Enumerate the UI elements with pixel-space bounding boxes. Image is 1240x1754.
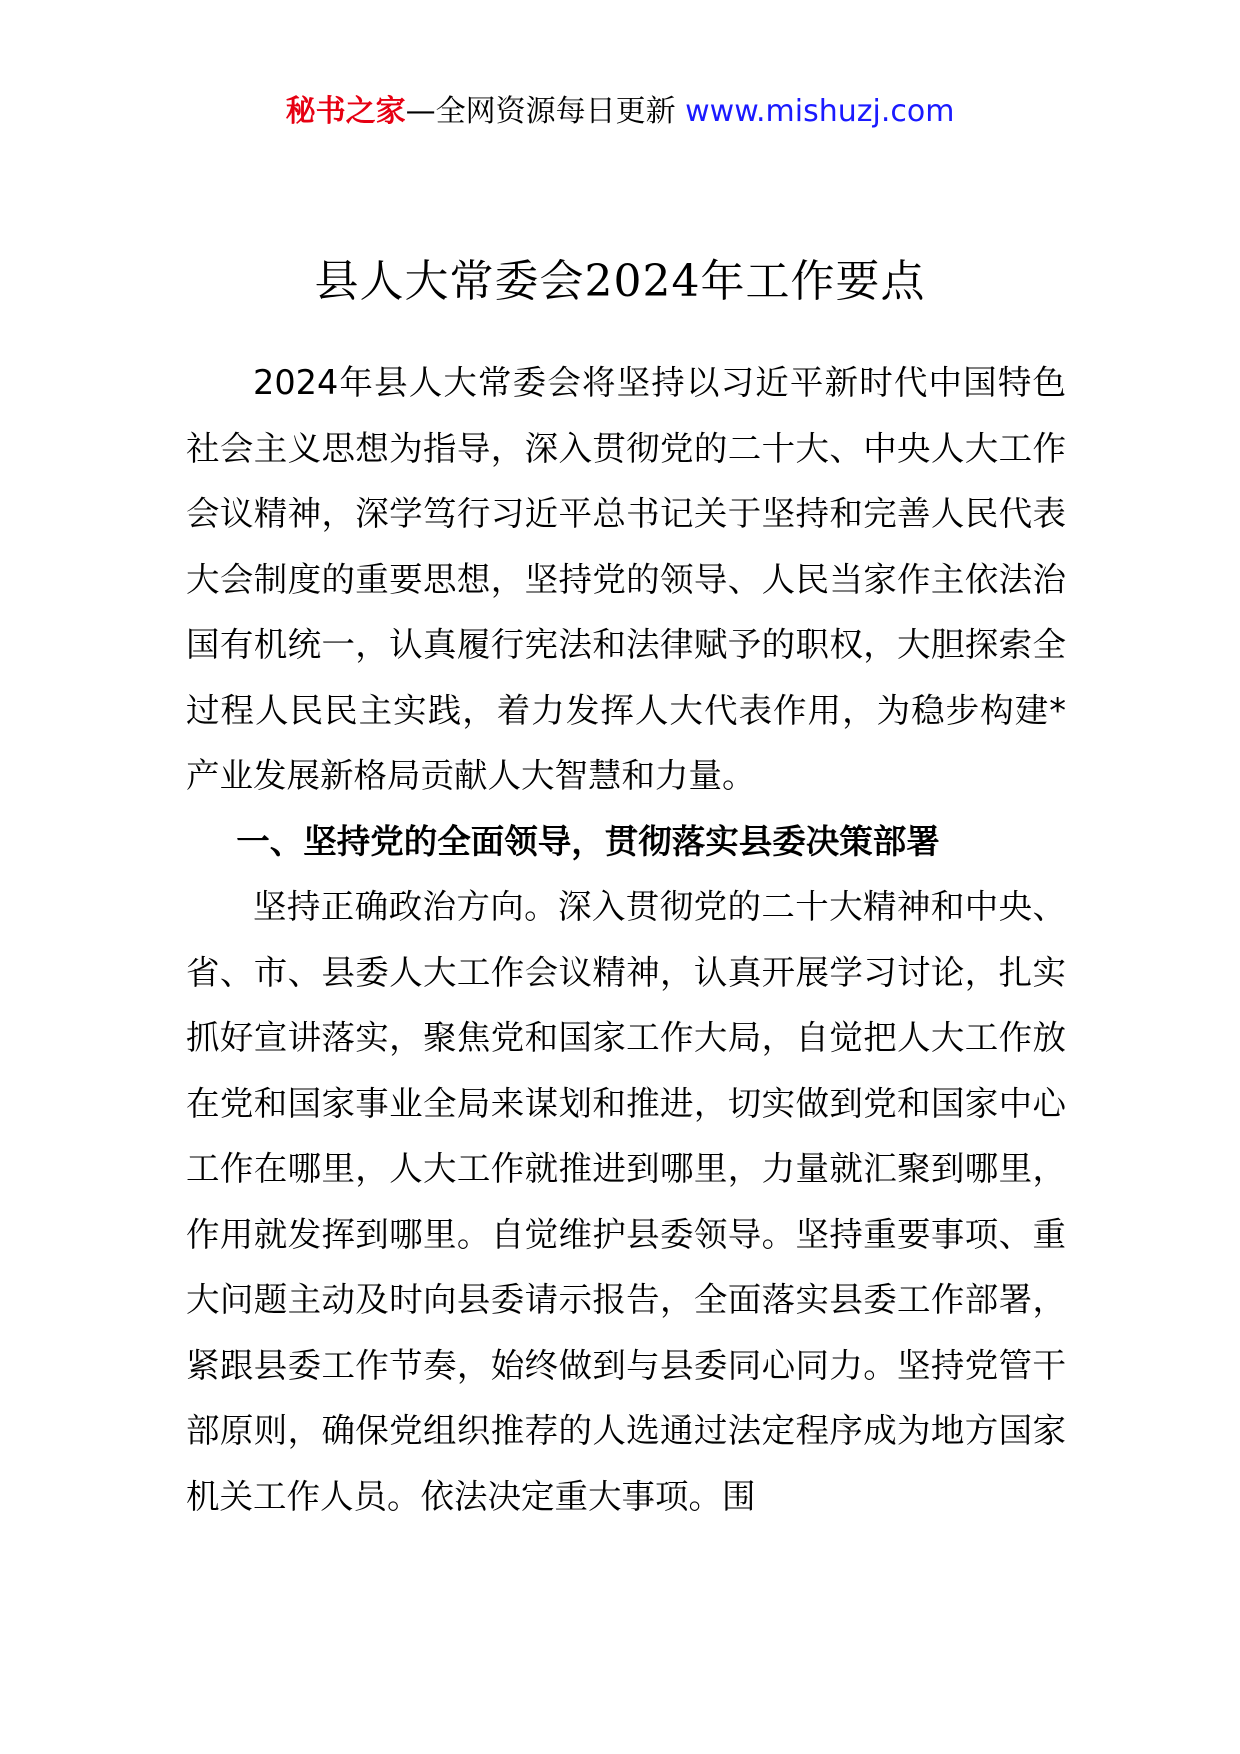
document-body bbox=[186, 350, 1066, 1529]
intro-paragraph: 2024年县人大常委会将坚持以习近平新时代中国特色社会主义思想为指导，深入贯彻党的二十大、中央人大工作会议精神，深学笃行习近平总书记关于坚持和完善人民代表大会制度的重要思想，坚持党的领导、人民当家作主依法治国有机统一，认真履行宪法和法律赋予的职权，大胆探索全过程人民民主实践，着力发挥人大代表作用，为稳步构建*产业发展新格局贡献人大智慧和力量。 bbox=[186, 363, 1066, 795]
site-header bbox=[0, 92, 1240, 132]
site-url-link[interactable]: www.mishuzj.com bbox=[685, 94, 955, 129]
site-tagline: —全网资源每日更新 bbox=[405, 94, 686, 129]
document-title: 县人大常委会2024年工作要点 bbox=[314, 256, 926, 307]
section-heading-1: 一、坚持党的全面领导，贯彻落实县委决策部署 bbox=[236, 821, 940, 861]
site-brand: 秘书之家 bbox=[285, 94, 406, 129]
section-1-paragraph: 坚持正确政治方向。深入贯彻党的二十大精神和中央、省、市、县委人大工作会议精神，认真开展学习讨论，扎实抓好宣讲落实，聚焦党和国家工作大局，自觉把人大工作放在党和国家事业全局来谋划和推进，切实做到党和国家中心工作在哪里，人大工作就推进到哪里，力量就汇聚到哪里，作用就发挥到哪里。自觉维护县委领导。坚持重要事项、重大问题主动及时向县委请示报告，全面落实县委工作部署，紧跟县委工作节奏，始终做到与县委同心同力。坚持党管干部原则，确保党组织推荐的人选通过法定程序成为地方国家机关工作人员。依法决定重大事项。围 bbox=[186, 887, 1066, 1516]
